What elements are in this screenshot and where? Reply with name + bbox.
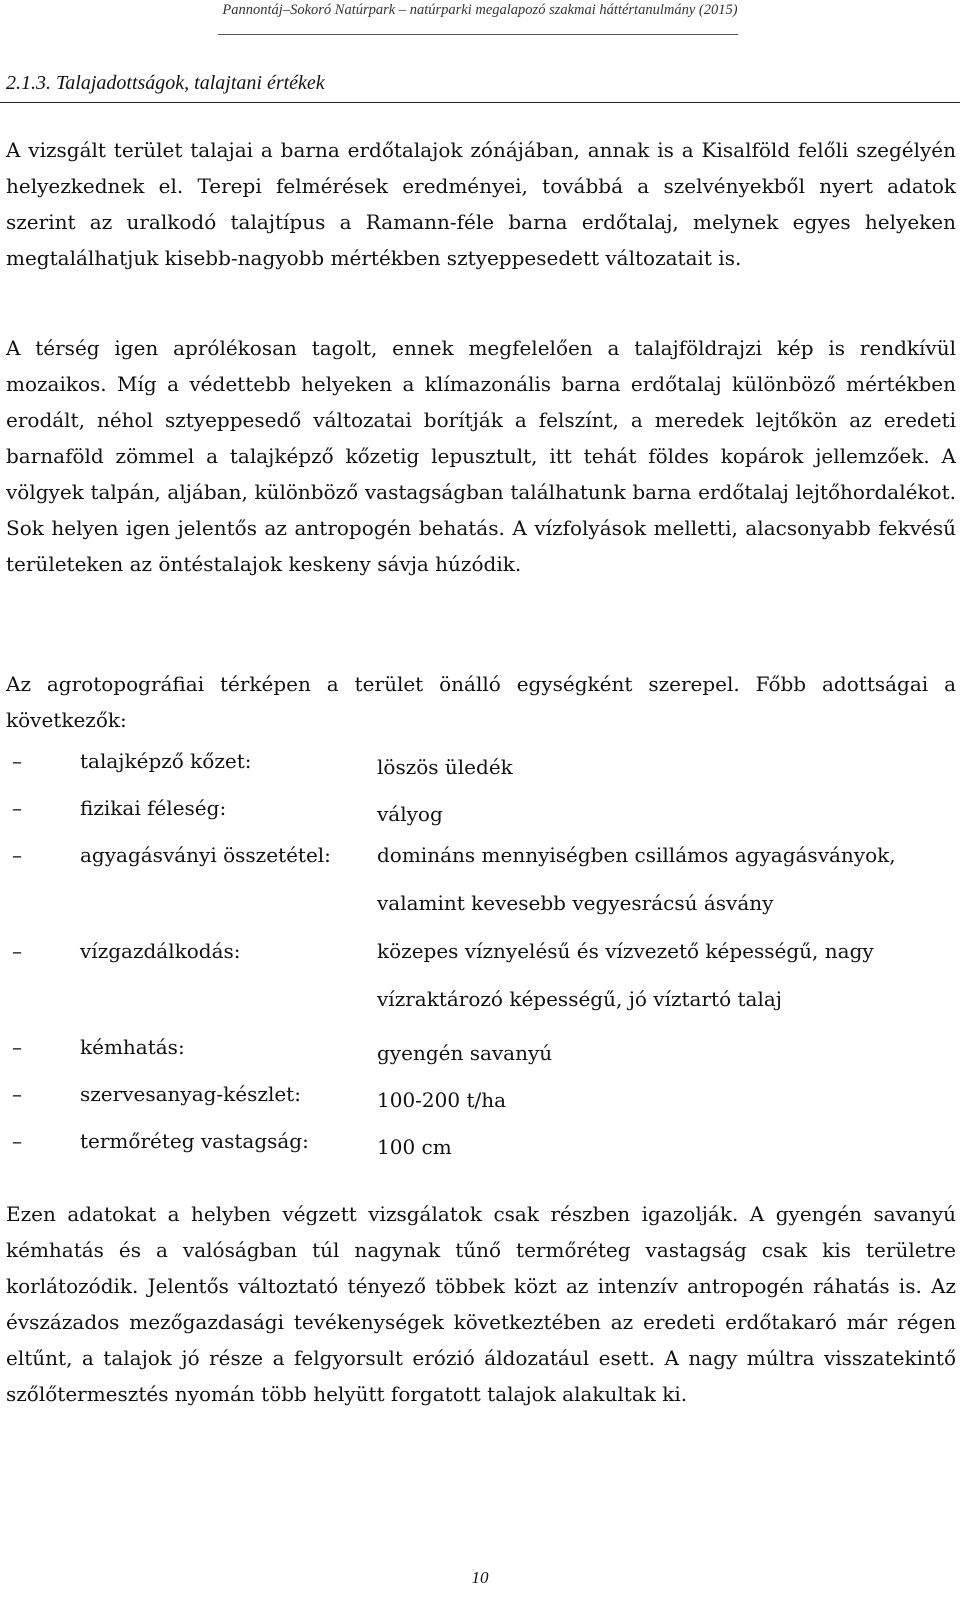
list-dash: – [12, 749, 22, 773]
property-label: szervesanyag-készlet: [80, 1082, 301, 1106]
property-value: löszös üledék [377, 755, 513, 779]
property-value: gyengén savanyú [377, 1041, 553, 1065]
paragraph-agrotopographic-intro: Az agrotopográfiai térképen a terület önálló egységként szerepel. Főbb adottságai a következők: [6, 672, 956, 732]
property-value: közepes víznyelésű és vízvezető képességű, nagy vízraktározó képességű, jó víztartó talaj [377, 939, 874, 1011]
heading-rule [0, 102, 960, 103]
list-dash: – [12, 1035, 22, 1059]
property-label: talajképző kőzet: [80, 749, 252, 773]
property-label: agyagásványi összetétel: [80, 843, 331, 867]
property-value: domináns mennyiségben csillámos agyagásványok, valamint kevesebb vegyesrácsú ásvány [377, 843, 896, 915]
list-dash: – [12, 1129, 22, 1153]
list-dash: – [12, 939, 22, 963]
paragraph-verification: Ezen adatokat a helyben végzett vizsgálatok csak részben igazolják. A gyengén savanyú kémhatás és a valóságban túl nagynak tűnő termőréteg vastagság csak kis területre korlátozódik. Jelentős változtató tényező többek közt az intenzív antropogén ráhatás is. Az évszázados mezőgazdasági tevékenységek következtében az eredeti erdőtakaró már régen eltűnt, a talajok jó része a felgyorsult erózió áldozatául esett. A nagy múltra visszatekintő szőlőtermesztés nyomán több helyütt forgatott talajok alakultak ki. [6, 1202, 956, 1406]
header-rule [218, 34, 738, 35]
running-header: Pannontáj–Sokoró Natúrpark – natúrparki megalapozó szakmai háttértanulmány (2015) [222, 2, 738, 18]
list-dash: – [12, 1082, 22, 1106]
property-label: kémhatás: [80, 1035, 185, 1059]
page-number: 10 [471, 1568, 489, 1587]
property-label: vízgazdálkodás: [80, 939, 241, 963]
property-label: termőréteg vastagság: [80, 1129, 309, 1153]
list-dash: – [12, 796, 22, 820]
paragraph-soil-zone: A vizsgált terület talajai a barna erdőtalajok zónájában, annak is a Kisalföld felőli szegélyén helyezkednek el. Terepi felmérések eredményei, továbbá a szelvényekből nyert adatok szerint az uralkodó talajtípus a Ramann-féle barna erdőtalaj, melynek egyes helyeken megtalálhatjuk kisebb-nagyobb mértékben sztyeppesedett változatait is. [6, 138, 956, 270]
property-value: 100-200 t/ha [377, 1088, 507, 1112]
section-heading: 2.1.3. Talajadottságok, talajtani értékek [6, 72, 325, 94]
property-value: vályog [377, 802, 443, 826]
property-value: 100 cm [377, 1135, 452, 1159]
paragraph-soil-mosaic: A térség igen aprólékosan tagolt, ennek megfelelően a talajföldrajzi kép is rendkívül mozaikos. Míg a védettebb helyeken a klímazonális barna erdőtalaj különböző mértékben erodált, néhol sztyeppesedő változatai borítják a felszínt, a meredek lejtőkön az eredeti barnaföld zömmel a talajképző kőzetig lepusztult, itt tehát földes kopárok jellemzőek. A völgyek talpán, aljában, különböző vastagságban találhatunk barna erdőtalaj lejtőhordalékot. Sok helyen igen jelentős az antropogén behatás. A vízfolyások melletti, alacsonyabb fekvésű területeken az öntéstalajok keskeny sávja húzódik. [6, 336, 956, 576]
property-label: fizikai féleség: [80, 796, 227, 820]
list-dash: – [12, 843, 22, 867]
